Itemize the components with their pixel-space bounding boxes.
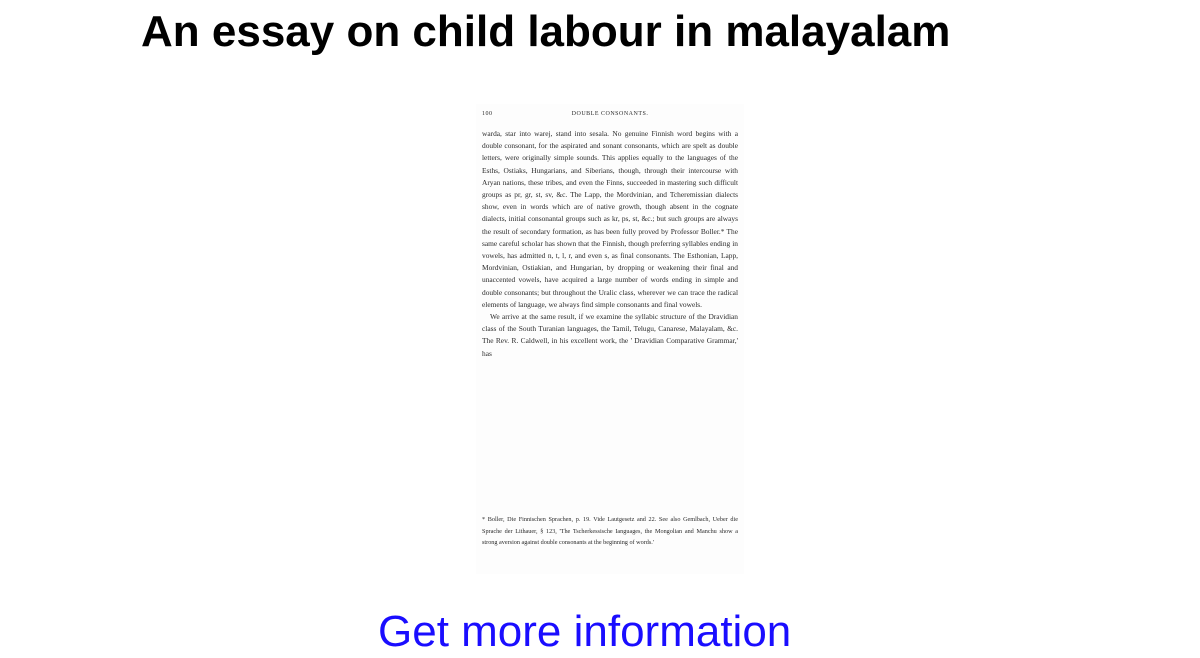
get-more-information-link[interactable]: Get more information xyxy=(378,607,792,656)
page-title: An essay on child labour in malayalam xyxy=(141,7,951,56)
scan-paragraph: We arrive at the same result, if we examine the syllabic structure of the Dravidian class of the South Turanian languages, the Tamil, Telugu, Canarese, Malayalam, &c. The Rev. R. Caldwell, in his excellent work, the ' Dravidian Comparative Grammar,' has xyxy=(482,312,738,358)
scan-page-number: 100 xyxy=(482,111,493,117)
scan-running-head: DOUBLE CONSONANTS. xyxy=(571,111,649,117)
scan-footnote: * Boller, Die Finnischen Sprachen, p. 19. Vide Lautgesetz and 22. See also Gemlbach, Ueber die Sprache der Lithauer, § 123, 'The Tscherkessische Ianguages, the Mongolian and Manchu show a strong aversion against double consonants at the beginning of words.' xyxy=(482,516,738,546)
scan-body-text xyxy=(482,128,738,360)
scan-paragraph: warda, star into warej, stand into sesala. No genuine Finnish word begins with a double consonant, for the aspirated and sonant consonants, which are spelt as double letters, were originally simple sounds. This applies equally to the languages of the Esths, Ostiaks, Hungarians, and Siberians, though, through their intercourse with Aryan nations, these tribes, and even the Finns, succeeded in mastering such difficult groups as pr, gr, st, sv, &c. The Lapp, the Mordvinian, and Tcheremissian dialects show, even in words which are of native growth, though absent in the cognate dialects, initial consonantal groups such as kr, ps, st, &c.; but such groups are always the result of secondary formation, as has been fully proved by Professor Boller.* The same careful scholar has shown that the Finnish, though preferring syllables ending in vowels, has admitted n, t, l, r, and even s, as final consonants. The Esthonian, Lapp, Mordvinian, Ostiakian, and Hungarian, by dropping or weakening their final and unaccented vowels, have acquired a large number of words ending in simple and double consonants; but throughout the Uralic class, wherever we can trace the radical elements of language, we always find simple consonants and final vowels. xyxy=(482,129,738,309)
scanned-book-page xyxy=(476,104,744,574)
